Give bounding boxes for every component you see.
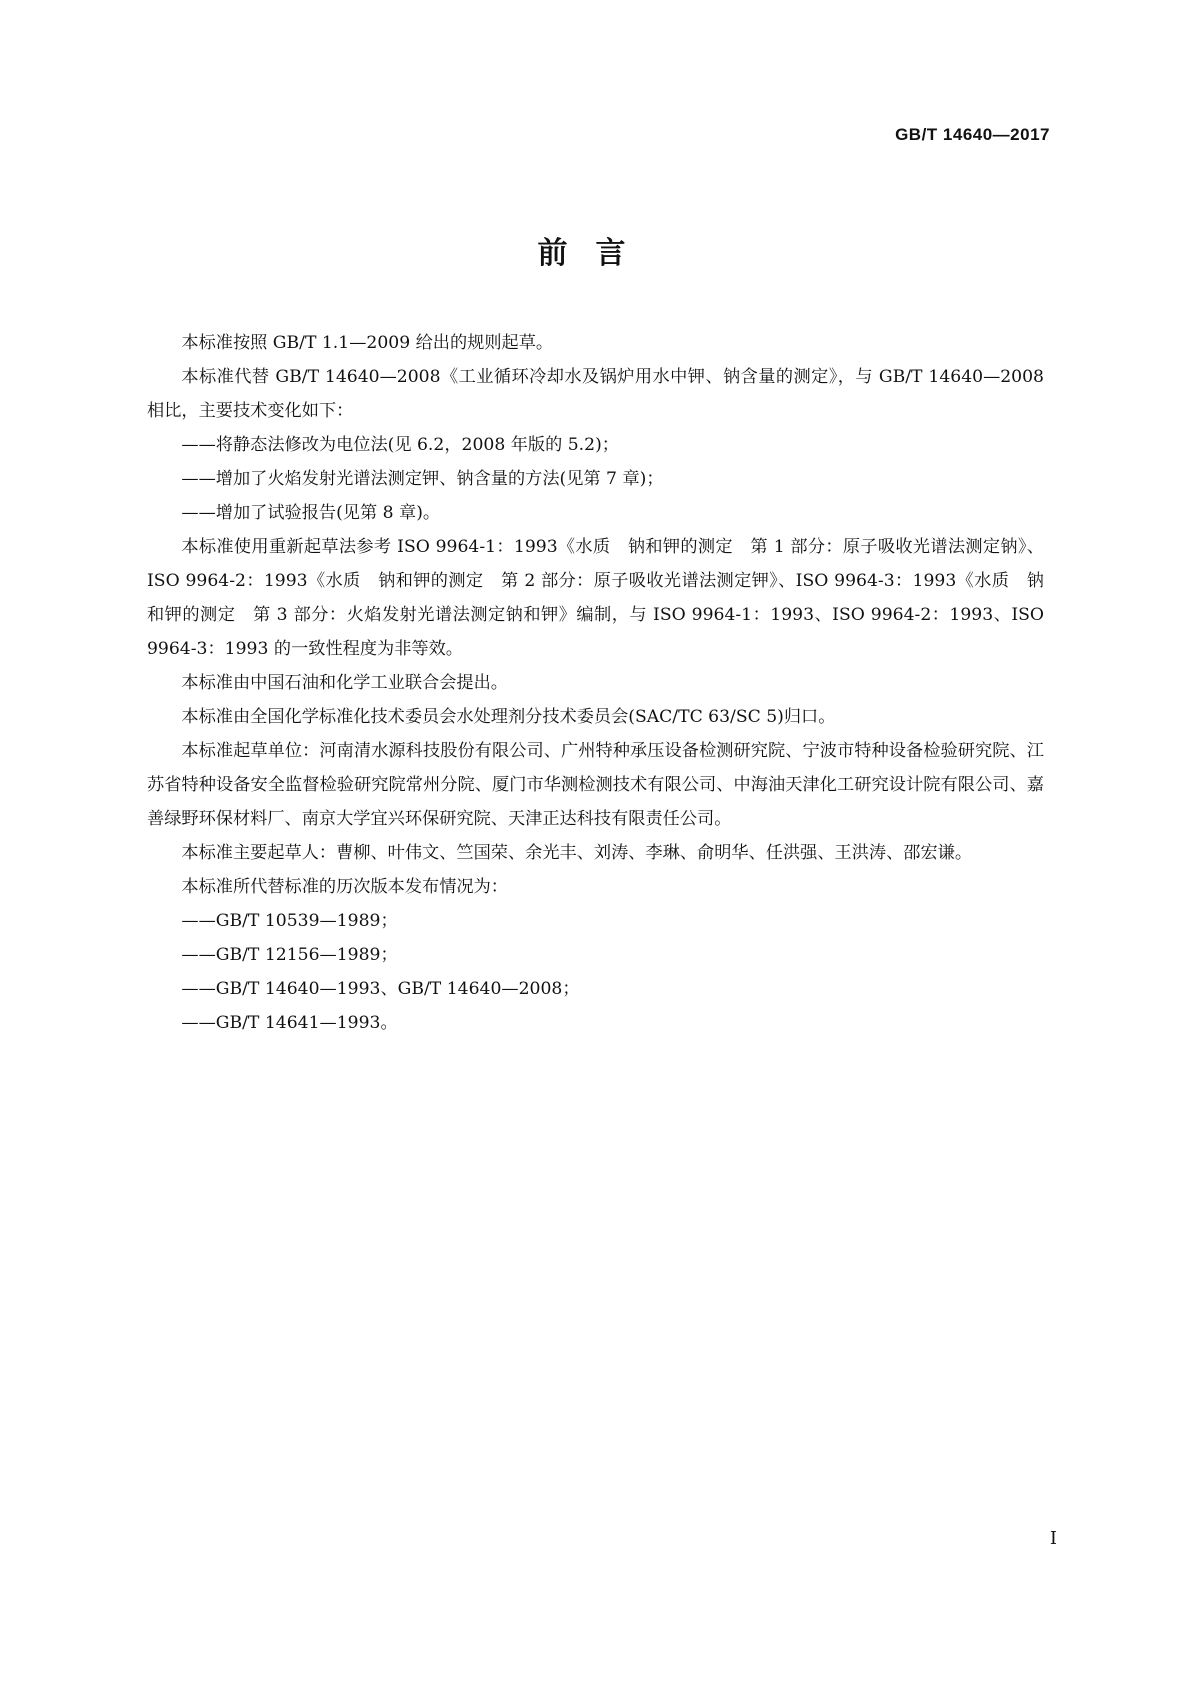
list-item-history: ——GB/T 14640—1993、GB/T 14640—2008； (181, 979, 580, 999)
page-title: 前言 (537, 236, 654, 271)
list-item-history: ——GB/T 14641—1993。 (181, 1013, 398, 1033)
paragraph-iso-reference: 本标准使用重新起草法参考 ISO 9964-1：1993《水质 钠和钾的测定 第 1 部分：原子吸收光谱法测定钠》、ISO 9964-2：1993《水质 钠和钾的测定 第 2 部分：原子吸收光谱法测定钾》、ISO 9964-3：1993《水质 钠和钾的测定 第 3 部分：火焰发射光谱法测定钠和钾》编制，与 ISO 9964-1：1993、ISO 9964-2：1993、ISO 9964-3：1993 的一致性程度为非等效。 (147, 537, 1044, 659)
list-item-change: ——增加了火焰发射光谱法测定钾、钠含量的方法(见第 7 章)； (181, 469, 664, 489)
list-item-history: ——GB/T 10539—1989； (181, 911, 398, 931)
paragraph-proposer: 本标准由中国石油和化学工业联合会提出。 (181, 673, 508, 693)
paragraph-drafting-rules: 本标准按照 GB/T 1.1—2009 给出的规则起草。 (181, 333, 554, 353)
paragraph-history-intro: 本标准所代替标准的历次版本发布情况为： (181, 877, 508, 897)
foreword-body (147, 326, 1044, 1040)
list-item-change: ——增加了试验报告(见第 8 章)。 (181, 503, 441, 523)
page-number: I (1049, 1528, 1057, 1549)
standard-code: GB/T 14640—2017 (895, 125, 1050, 144)
list-item-change: ——将静态法修改为电位法(见 6.2，2008 年版的 5.2)； (181, 435, 619, 455)
paragraph-drafting-units: 本标准起草单位：河南清水源科技股份有限公司、广州特种承压设备检测研究院、宁波市特种设备检验研究院、江苏省特种设备安全监督检验研究院常州分院、厦门市华测检测技术有限公司、中海油天津化工研究设计院有限公司、嘉善绿野环保材料厂、南京大学宜兴环保研究院、天津正达科技有限责任公司。 (147, 741, 1044, 829)
paragraph-replacement: 本标准代替 GB/T 14640—2008《工业循环冷却水及锅炉用水中钾、钠含量的测定》，与 GB/T 14640—2008 相比，主要技术变化如下： (147, 367, 1044, 421)
paragraph-committee: 本标准由全国化学标准化技术委员会水处理剂分技术委员会(SAC/TC 63/SC 5)归口。 (181, 707, 836, 727)
list-item-history: ——GB/T 12156—1989； (181, 945, 398, 965)
paragraph-drafters: 本标准主要起草人：曹柳、叶伟文、竺国荣、余光丰、刘涛、李琳、俞明华、任洪强、王洪涛、邵宏谦。 (181, 843, 973, 863)
